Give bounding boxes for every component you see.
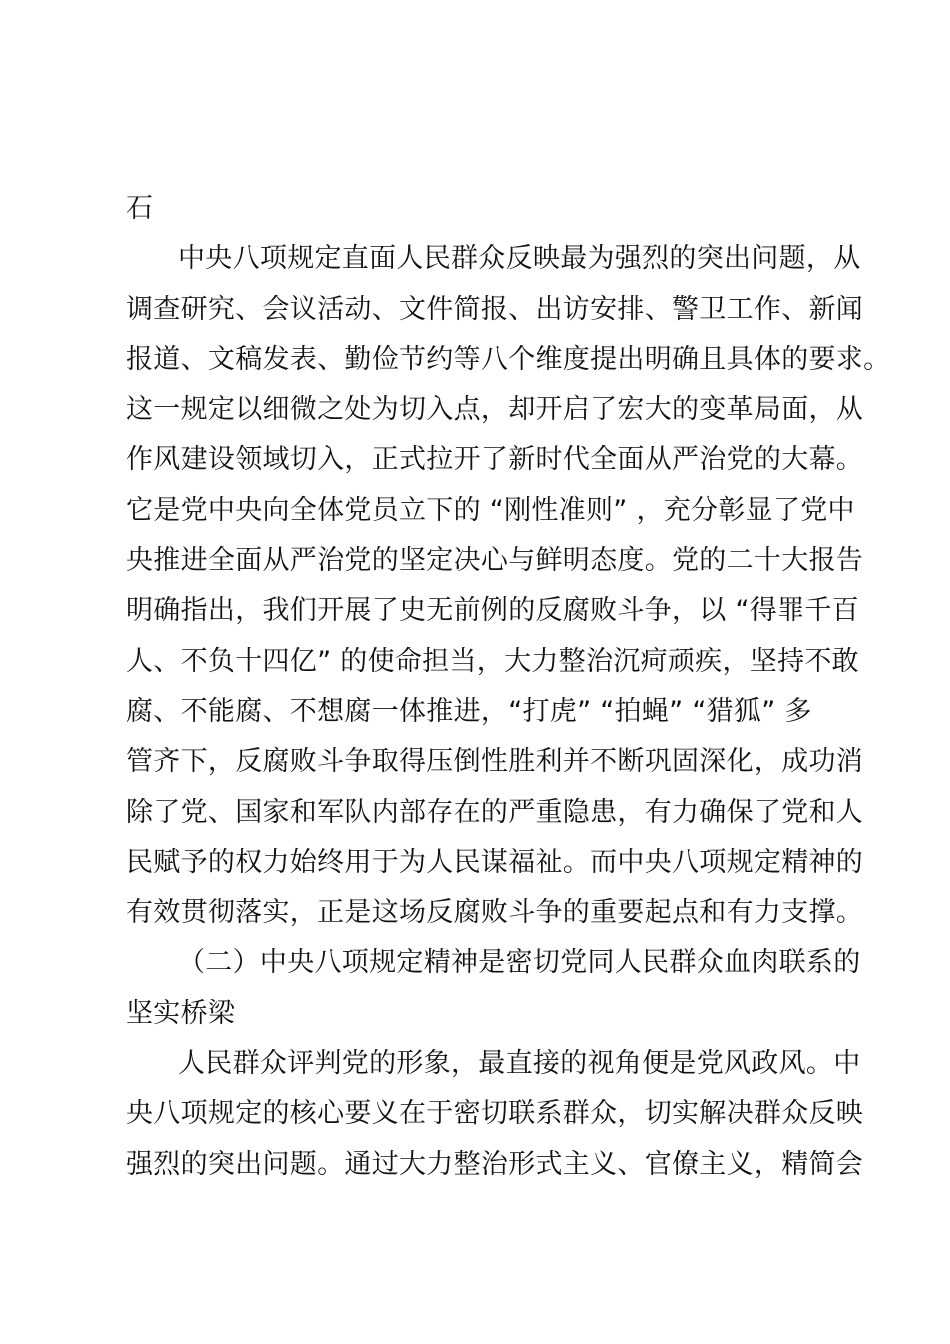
section-heading-line: 坚实桥梁	[126, 997, 236, 1029]
paragraph-line: 报道、文稿发表、勤俭节约等八个维度提出明确且具体的要求。	[126, 343, 891, 375]
paragraph-line: 民赋予的权力始终用于为人民谋福祉。而中央八项规定精神的	[126, 846, 864, 878]
paragraph-line: 有效贯彻落实，正是这场反腐败斗争的重要起点和有力支撑。	[126, 897, 864, 929]
section-heading-line: （二）中央八项规定精神是密切党同人民群众血肉联系的	[178, 947, 861, 979]
paragraph-line: 管齐下，反腐败斗争取得压倒性胜利并不断巩固深化，成功消	[126, 746, 864, 778]
paragraph-line: 除了党、国家和军队内部存在的严重隐患，有力确保了党和人	[126, 796, 864, 828]
paragraph-line: 明确指出，我们开展了史无前例的反腐败斗争，以 “得罪千百	[126, 595, 859, 627]
paragraph-line: 它是党中央向全体党员立下的 “刚性准则” ，充分彰显了党中	[126, 494, 855, 526]
paragraph-line: 央推进全面从严治党的坚定决心与鲜明态度。党的二十大报告	[126, 545, 864, 577]
paragraph-line: 这一规定以细微之处为切入点，却开启了宏大的变革局面，从	[126, 394, 864, 426]
paragraph-line: 作风建设领域切入，正式拉开了新时代全面从严治党的大幕。	[126, 444, 864, 476]
paragraph-line: 人、不负十四亿” 的使命担当，大力整治沉疴顽疾，坚持不敢	[126, 645, 859, 677]
paragraph-line: 强烈的突出问题。通过大力整治形式主义、官僚主义，精简会	[126, 1148, 864, 1180]
paragraph-continuation-line: 石	[126, 193, 154, 224]
paragraph-first-line: 中央八项规定直面人民群众反映最为强烈的突出问题，从	[178, 243, 861, 275]
paragraph-line: 腐、不能腐、不想腐一体推进，“打虎” “拍蝇” “猎狐” 多	[126, 695, 812, 727]
paragraph-line: 调查研究、会议活动、文件简报、出访安排、警卫工作、新闻	[126, 293, 864, 325]
paragraph-line: 央八项规定的核心要义在于密切联系群众，切实解决群众反映	[126, 1098, 864, 1130]
document-body	[126, 184, 891, 1190]
paragraph-first-line: 人民群众评判党的形象，最直接的视角便是党风政风。中	[178, 1048, 861, 1080]
